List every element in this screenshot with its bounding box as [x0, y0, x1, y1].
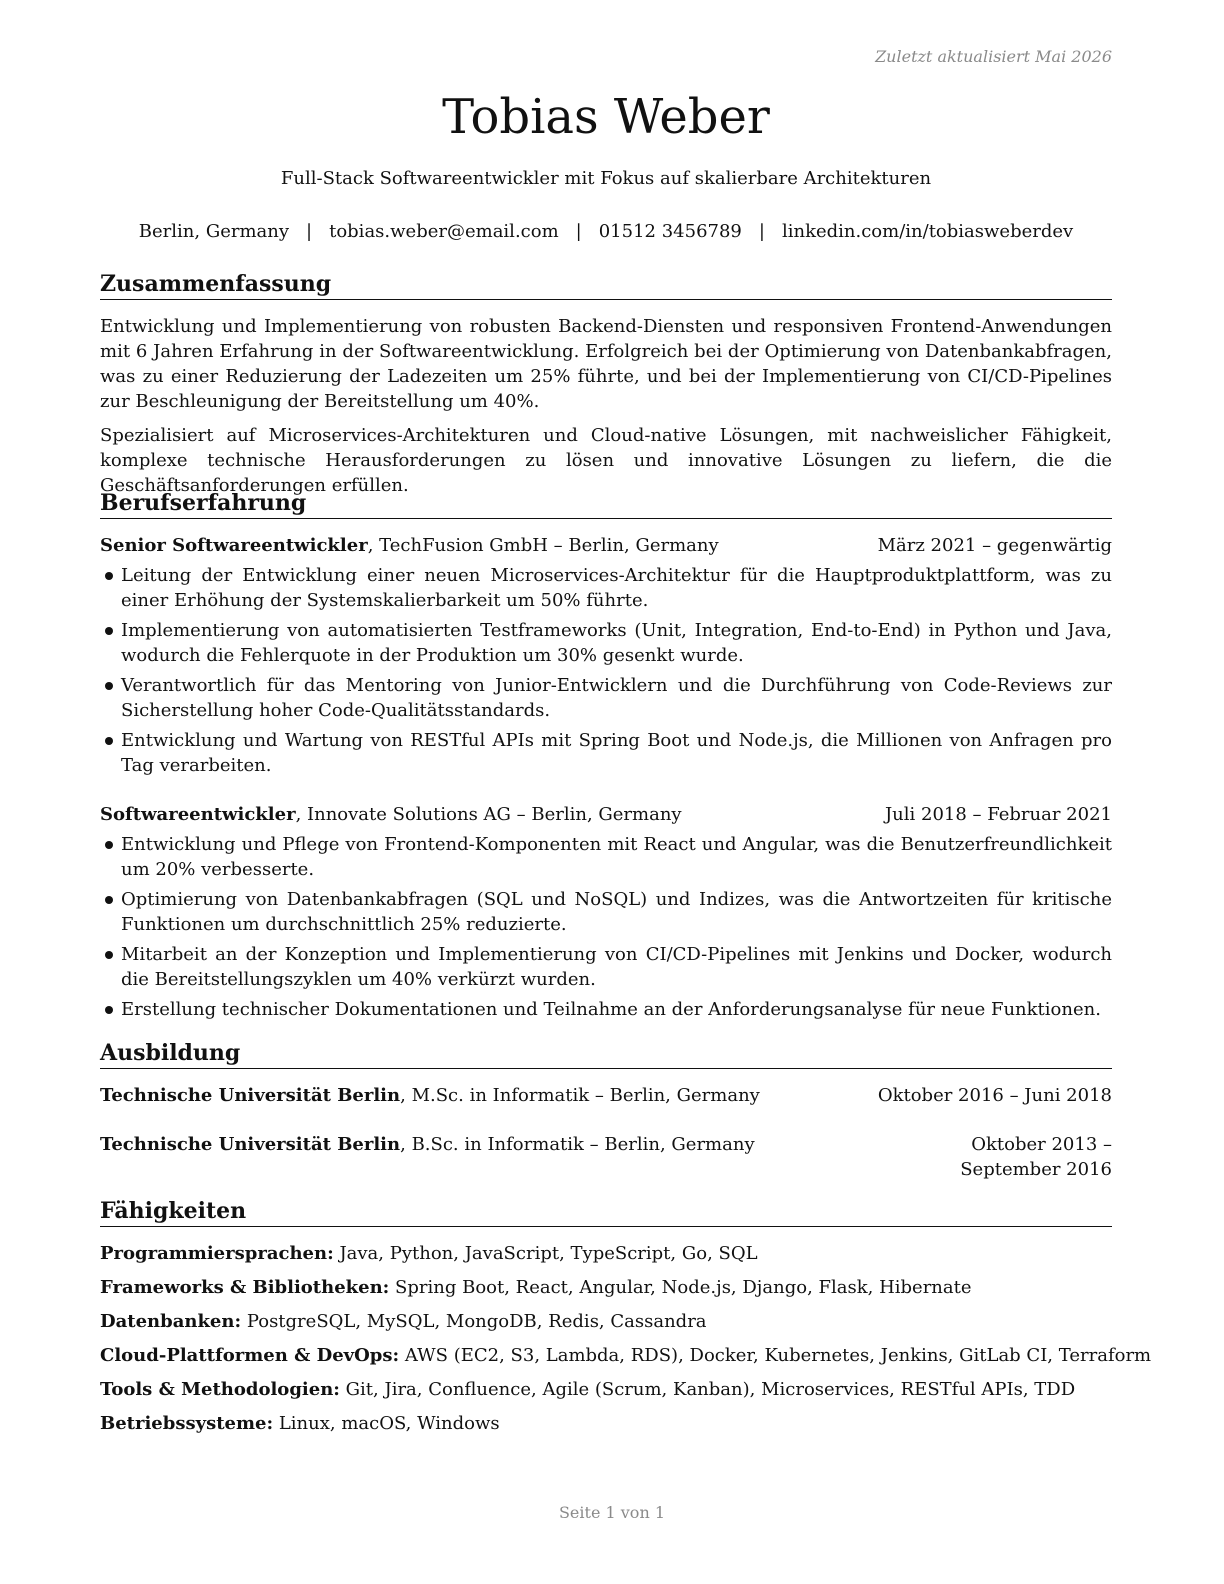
- summary-paragraph: Spezialisiert auf Microservices-Architekturen und Cloud-native Lösungen, mit nachweislicher Fähigkeit, komplexe technische Herausforderungen zu lösen und innovative Lösungen zu liefern, die die Geschäftsanforderungen erfüllen.: [100, 425, 1112, 496]
- bullet-item: Entwicklung und Pflege von Frontend-Komponenten mit React und Angular, was die Benutzerfreundlichkeit um 20% verbesserte.: [100, 832, 1112, 882]
- skill-value: Git, Jira, Confluence, Agile (Scrum, Kanban), Microservices, RESTful APIs, TDD: [339, 1379, 1076, 1400]
- education-school: Technische Universität Berlin: [100, 1085, 401, 1106]
- skill-value: PostgreSQL, MySQL, MongoDB, Redis, Cassandra: [241, 1311, 707, 1332]
- summary-section: [100, 270, 1112, 498]
- skill-label: Programmiersprachen:: [100, 1243, 334, 1264]
- skill-value: Spring Boot, React, Angular, Node.js, Django, Flask, Hibernate: [389, 1277, 972, 1298]
- skill-label: Tools & Methodologien:: [100, 1379, 340, 1400]
- education-degree: , B.Sc. in Informatik – Berlin, Germany: [400, 1134, 755, 1155]
- education-degree: , M.Sc. in Informatik – Berlin, Germany: [400, 1085, 760, 1106]
- contact-email[interactable]: tobias.weber@email.com: [329, 221, 559, 242]
- bullet-item: Erstellung technischer Dokumentationen und Teilnahme an der Anforderungsanalyse für neue Funktionen.: [100, 997, 1112, 1022]
- skill-row: [100, 1275, 1112, 1300]
- tagline: Full-Stack Softwareentwickler mit Fokus auf skalierbare Architekturen: [280, 168, 932, 189]
- skill-row: [100, 1309, 1112, 1334]
- job-role: Softwareentwickler: [100, 804, 296, 825]
- skill-value: AWS (EC2, S3, Lambda, RDS), Docker, Kubernetes, Jenkins, GitLab CI, Terraform: [399, 1345, 1152, 1366]
- bullet-item: Implementierung von automatisierten Testframeworks (Unit, Integration, End-to-End) in Python und Java, wodurch die Fehlerquote in der Produktion um 30% gesenkt wurde.: [100, 618, 1112, 668]
- skill-value: Linux, macOS, Windows: [273, 1413, 500, 1434]
- summary-paragraph: Entwicklung und Implementierung von robusten Backend-Diensten und responsiven Frontend-Anwendungen mit 6 Jahren Erfahrung in der Softwareentwicklung. Erfolgreich bei der Optimierung von Datenbankabfragen, was zu einer Reduzierung der Ladezeiten um 25% führte, und bei der Implementierung von CI/CD-Pipelines zur Beschleunigung der Bereitstellung um 40%.: [100, 316, 1112, 412]
- job-title-line: [100, 533, 719, 558]
- job-bullets: [100, 832, 1112, 1022]
- contact-separator: |: [306, 221, 313, 242]
- skill-value: Java, Python, JavaScript, TypeScript, Go, SQL: [333, 1243, 758, 1264]
- skill-label: Betriebssysteme:: [100, 1413, 274, 1434]
- education-line: [100, 1132, 755, 1157]
- education-entry: [100, 1083, 1112, 1108]
- section-title-experience: Berufserfahrung: [100, 489, 1112, 519]
- education-line: [100, 1083, 760, 1108]
- education-dates: Oktober 2016 – Juni 2018: [877, 1085, 1112, 1106]
- job-entry: [100, 533, 1112, 778]
- candidate-name: Tobias Weber: [442, 89, 770, 145]
- contact-location: Berlin, Germany: [138, 221, 290, 242]
- bullet-item: Optimierung von Datenbankabfragen (SQL und NoSQL) und Indizes, was die Antwortzeiten für kritische Funktionen um durchschnittlich 25% reduzierte.: [100, 887, 1112, 937]
- job-header: [100, 533, 1112, 558]
- contact-separator: |: [758, 221, 765, 242]
- skill-row: [100, 1343, 1152, 1368]
- contact-linkedin[interactable]: linkedin.com/in/tobiasweberdev: [781, 221, 1074, 242]
- skill-row: [100, 1411, 1112, 1436]
- job-entry: [100, 802, 1112, 1022]
- bullet-item: Leitung der Entwicklung einer neuen Microservices-Architektur für die Hauptproduktplattform, was zu einer Erhöhung der Systemskalierbarkeit um 50% führte.: [100, 563, 1112, 613]
- job-company: , Innovate Solutions AG – Berlin, Germany: [295, 804, 682, 825]
- page-number-footer: Seite 1 von 1: [558, 1503, 666, 1522]
- skills-section: [100, 1197, 1152, 1436]
- contact-separator: |: [575, 221, 582, 242]
- contact-line: [100, 219, 1112, 244]
- skill-label: Frameworks & Bibliotheken:: [100, 1277, 390, 1298]
- section-title-summary: Zusammenfassung: [100, 270, 1112, 300]
- bullet-item: Entwicklung und Wartung von RESTful APIs mit Spring Boot und Node.js, die Millionen von Anfragen pro Tag verarbeiten.: [100, 728, 1112, 778]
- skill-row: [100, 1377, 1112, 1402]
- education-entry: [100, 1132, 1112, 1182]
- job-header: [100, 802, 1112, 827]
- bullet-item: Mitarbeit an der Konzeption und Implementierung von CI/CD-Pipelines mit Jenkins und Docker, wodurch die Bereitstellungszyklen um 40% verkürzt wurden.: [100, 942, 1112, 992]
- job-role: Senior Softwareentwickler: [100, 535, 368, 556]
- education-section: [100, 1039, 1112, 1182]
- job-bullets: [100, 563, 1112, 778]
- skill-row: [100, 1241, 1112, 1266]
- skill-label: Cloud-Plattformen & DevOps:: [100, 1345, 400, 1366]
- job-dates: März 2021 – gegenwärtig: [877, 535, 1112, 556]
- experience-section: [100, 489, 1112, 1022]
- section-title-skills: Fähigkeiten: [100, 1197, 1112, 1227]
- section-title-education: Ausbildung: [100, 1039, 1112, 1069]
- contact-phone[interactable]: 01512 3456789: [598, 221, 742, 242]
- education-dates: Oktober 2013 – September 2016: [960, 1134, 1112, 1180]
- job-title-line: [100, 802, 682, 827]
- job-company: , TechFusion GmbH – Berlin, Germany: [367, 535, 719, 556]
- education-school: Technische Universität Berlin: [100, 1134, 401, 1155]
- bullet-item: Verantwortlich für das Mentoring von Junior-Entwicklern und die Durchführung von Code-Reviews zur Sicherstellung hoher Code-Qualitätsstandards.: [100, 673, 1112, 723]
- last-updated-note: Zuletzt aktualisiert Mai 2026: [875, 47, 1112, 66]
- job-dates: Juli 2018 – Februar 2021: [884, 804, 1112, 825]
- skill-label: Datenbanken:: [100, 1311, 242, 1332]
